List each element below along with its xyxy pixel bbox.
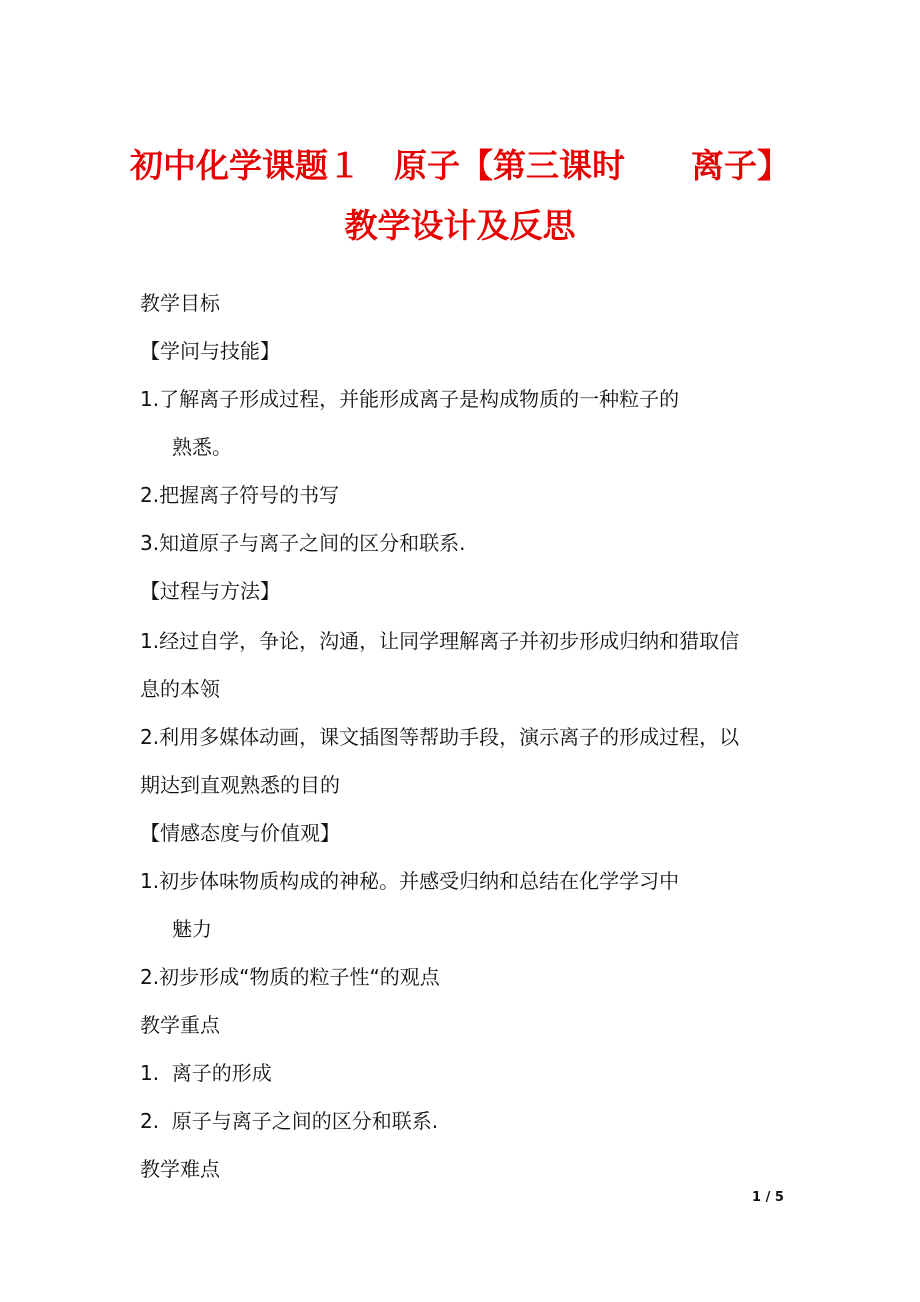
heading-teaching-focus: 教学重点 [140,1013,220,1037]
paragraph: 1. 离子的形成 [140,1061,272,1085]
document-title-line-2: 教学设计及反思 [344,206,576,245]
subheading-knowledge-skills: 【学问与技能】 [140,339,280,363]
paragraph: 3.知道原子与离子之间的区分和联系. [140,531,466,555]
heading-teaching-objectives: 教学目标 [140,291,220,315]
subheading-emotion-values: 【情感态度与价值观】 [140,821,340,845]
paragraph-continuation: 熟悉。 [172,435,232,459]
heading-teaching-difficulty: 教学难点 [140,1157,220,1181]
paragraph-continuation: 魅力 [172,917,212,941]
paragraph-continuation: 期达到直观熟悉的目的 [140,773,340,797]
paragraph-continuation: 息的本领 [140,677,220,701]
page-number: 1 / 5 [752,1190,784,1205]
paragraph: 2. 原子与离子之间的区分和联系. [140,1109,439,1133]
paragraph: 2.利用多媒体动画，课文插图等帮助手段，演示离子的形成过程，以 [140,725,740,749]
paragraph: 2.初步形成“物质的粒子性“的观点 [140,965,440,989]
paragraph: 1.初步体味物质构成的神秘。并感受归纳和总结在化学学习中 [140,869,680,893]
subheading-process-methods: 【过程与方法】 [140,579,280,603]
document-title-line-1: 初中化学课题１ 原子【第三课时 离子】 [130,146,790,185]
paragraph: 2.把握离子符号的书写 [140,483,340,507]
paragraph: 1.经过自学，争论，沟通，让同学理解离子并初步形成归纳和猎取信 [140,629,740,653]
paragraph: 1.了解离子形成过程，并能形成离子是构成物质的一种粒子的 [140,387,680,411]
